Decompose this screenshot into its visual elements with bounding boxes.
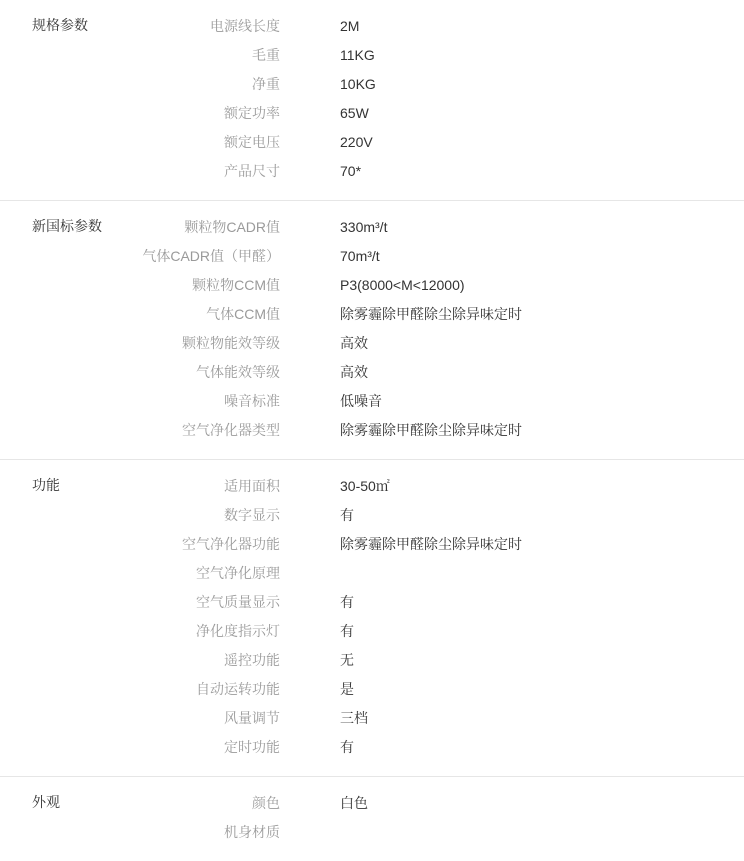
spec-row <box>0 472 744 501</box>
spec-row-label: 气体能效等级 <box>196 364 280 380</box>
spec-row <box>0 12 744 41</box>
spec-row-value: 330m³/t <box>340 219 388 235</box>
spec-row <box>0 559 744 588</box>
spec-row-label: 适用面积 <box>224 478 280 494</box>
spec-row-label: 空气净化原理 <box>196 565 280 581</box>
spec-row-value: 除雾霾除甲醛除尘除异味定时 <box>340 536 522 552</box>
spec-row-value: 是 <box>340 681 354 697</box>
spec-row <box>0 501 744 530</box>
spec-row-value: 65W <box>340 105 369 121</box>
spec-row-label: 噪音标准 <box>224 393 280 409</box>
spec-row <box>0 675 744 704</box>
spec-row-label: 毛重 <box>252 47 280 63</box>
spec-row-value: P3(8000<M<12000) <box>340 277 465 293</box>
spec-row <box>0 41 744 70</box>
spec-row-value: 低噪音 <box>340 393 382 409</box>
spec-row-value: 10KG <box>340 76 376 92</box>
spec-row-value: 11KG <box>340 47 375 63</box>
spec-row-label: 颜色 <box>252 795 280 811</box>
spec-row-value: 无 <box>340 652 354 668</box>
spec-row <box>0 300 744 329</box>
spec-row-list <box>0 460 744 776</box>
spec-row <box>0 617 744 646</box>
spec-group-title: 外观 <box>32 794 60 810</box>
spec-group <box>0 460 744 777</box>
spec-row-value: 三档 <box>340 710 368 726</box>
spec-row-label: 电源线长度 <box>210 18 280 34</box>
spec-row <box>0 387 744 416</box>
spec-row-label: 气体CADR值（甲醛） <box>142 248 280 264</box>
spec-row-list <box>0 201 744 459</box>
spec-row <box>0 646 744 675</box>
spec-row-list <box>0 0 744 200</box>
spec-row-label: 自动运转功能 <box>196 681 280 697</box>
spec-row <box>0 704 744 733</box>
spec-group <box>0 201 744 460</box>
spec-row-value: 30-50㎡ <box>340 478 390 494</box>
spec-row <box>0 358 744 387</box>
spec-row <box>0 733 744 762</box>
spec-row-value: 高效 <box>340 364 368 380</box>
spec-row-value: 除雾霾除甲醛除尘除异味定时 <box>340 422 522 438</box>
spec-row-label: 颗粒物能效等级 <box>182 335 280 351</box>
spec-row-value: 有 <box>340 594 354 610</box>
spec-row-value: 除雾霾除甲醛除尘除异味定时 <box>340 306 522 322</box>
spec-row-label: 气体CCM值 <box>206 306 280 322</box>
spec-row <box>0 99 744 128</box>
spec-row-label: 空气净化器功能 <box>182 536 280 552</box>
spec-row <box>0 818 744 847</box>
spec-row-value: 有 <box>340 507 354 523</box>
spec-row-label: 净重 <box>252 76 280 92</box>
spec-row-value: 白色 <box>340 795 368 811</box>
spec-row <box>0 70 744 99</box>
spec-row-value: 有 <box>340 623 354 639</box>
spec-row-label: 额定电压 <box>224 134 280 150</box>
spec-row <box>0 242 744 271</box>
spec-row-value: 高效 <box>340 335 368 351</box>
spec-row-label: 空气净化器类型 <box>182 422 280 438</box>
spec-row-label: 风量调节 <box>224 710 280 726</box>
spec-group-title: 新国标参数 <box>32 218 102 234</box>
spec-group <box>0 0 744 201</box>
spec-row-label: 遥控功能 <box>224 652 280 668</box>
spec-row-label: 颗粒物CADR值 <box>184 219 280 235</box>
spec-row-list <box>0 777 744 861</box>
spec-row-label: 数字显示 <box>224 507 280 523</box>
spec-row <box>0 329 744 358</box>
spec-row-label: 颗粒物CCM值 <box>192 277 280 293</box>
spec-row <box>0 530 744 559</box>
spec-row-label: 机身材质 <box>224 824 280 840</box>
spec-row-value: 有 <box>340 739 354 755</box>
spec-row <box>0 789 744 818</box>
spec-row <box>0 213 744 242</box>
spec-row <box>0 128 744 157</box>
spec-group-title: 功能 <box>32 477 60 493</box>
spec-row <box>0 271 744 300</box>
spec-row-label: 空气质量显示 <box>196 594 280 610</box>
spec-row-value: 2M <box>340 18 360 34</box>
spec-row-label: 额定功率 <box>224 105 280 121</box>
spec-group-title: 规格参数 <box>32 17 88 33</box>
spec-row-label: 产品尺寸 <box>224 163 280 179</box>
spec-row-value: 220V <box>340 134 373 150</box>
spec-row <box>0 157 744 186</box>
spec-row-label: 定时功能 <box>224 739 280 755</box>
spec-group <box>0 777 744 861</box>
spec-row-value: 70m³/t <box>340 248 380 264</box>
spec-row-value: 70* <box>340 163 362 179</box>
spec-row <box>0 588 744 617</box>
spec-row <box>0 416 744 445</box>
spec-row-label: 净化度指示灯 <box>196 623 280 639</box>
